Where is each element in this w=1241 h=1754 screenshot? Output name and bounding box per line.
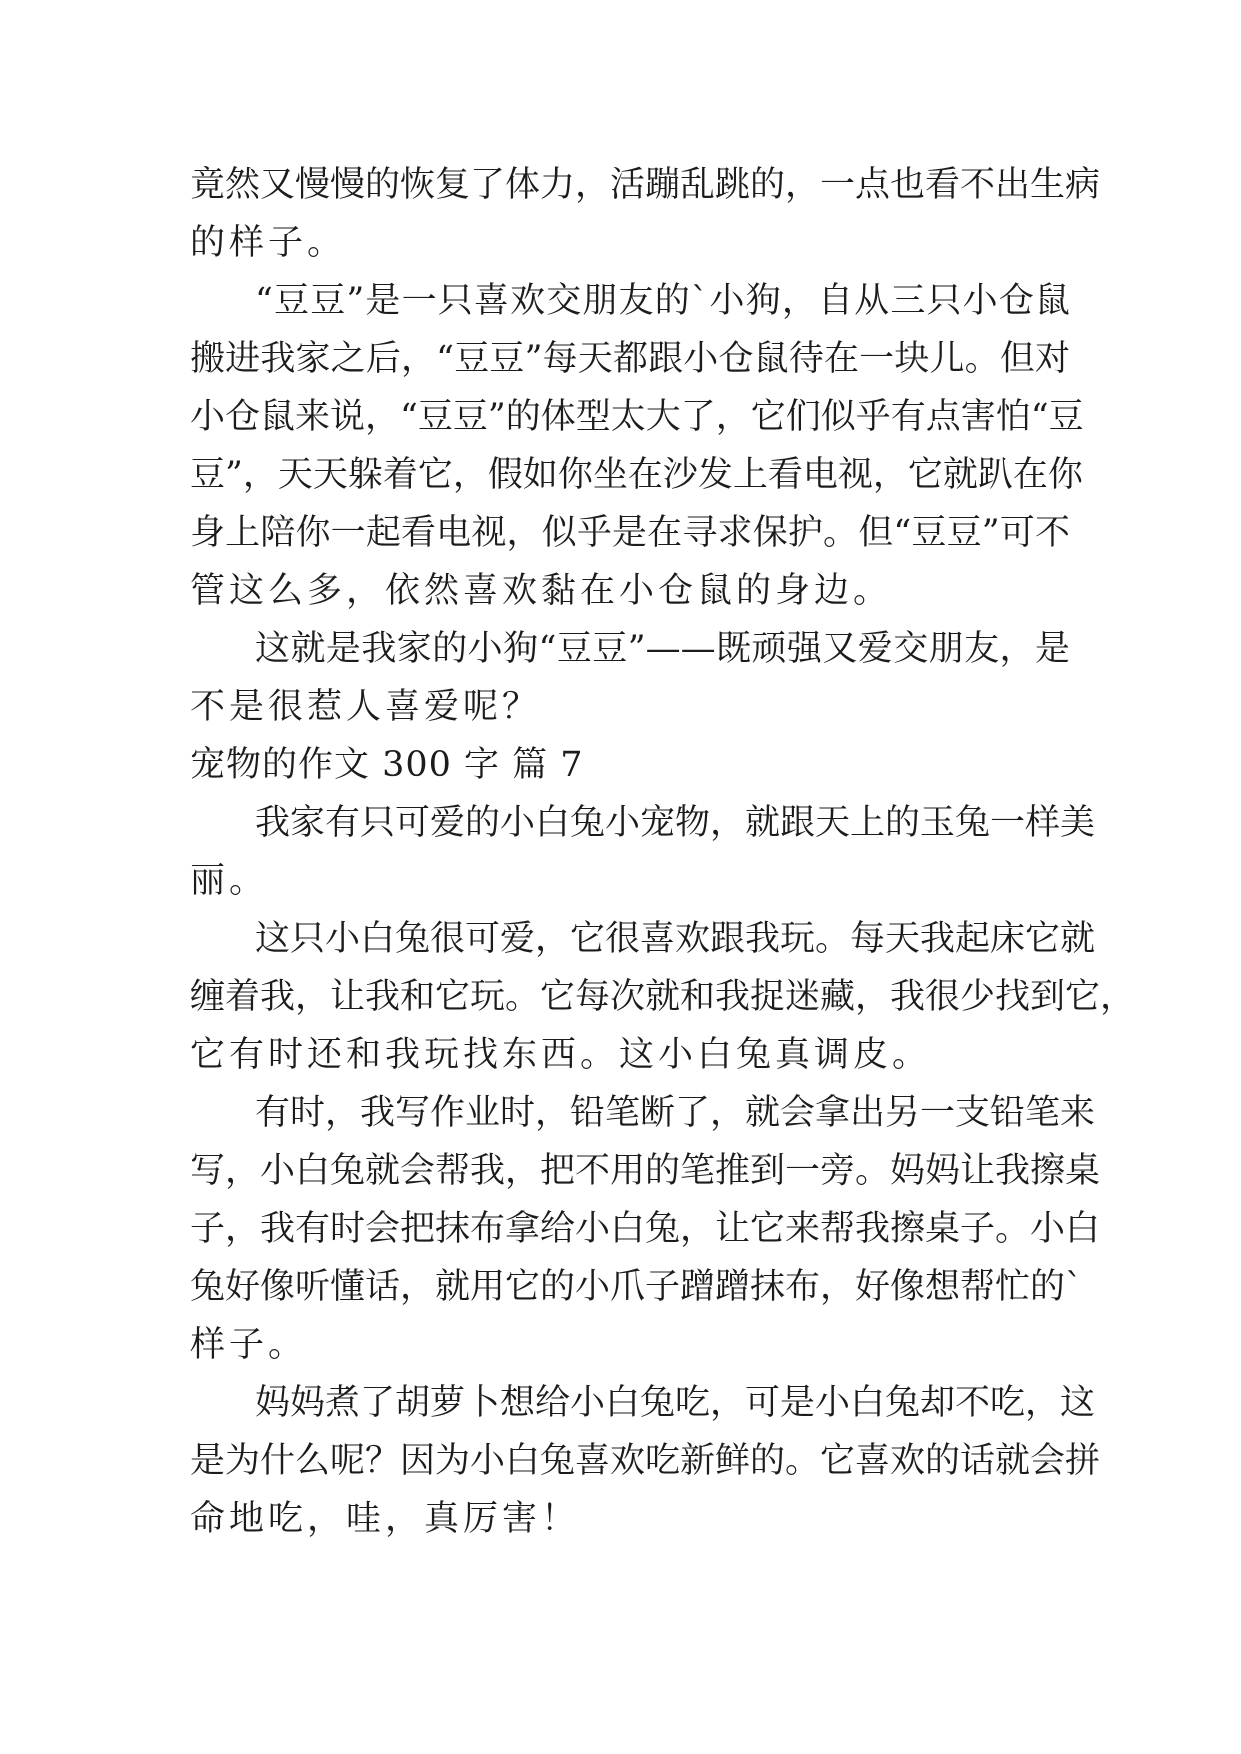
section-heading: 宠物的作文 300 字 篇 7 [190,745,584,785]
paragraph-first-line: 妈妈煮了胡萝卜想给小白兔吃，可是小白兔却不吃，这 [255,1383,1096,1423]
text-line: 豆”，天天躲着它，假如你坐在沙发上看电视，它就趴在你 [190,455,1083,495]
text-line: 管这么多，依然喜欢黏在小仓鼠的身边。 [190,571,893,611]
text-line: 命地吃，哇，真厉害！ [190,1499,581,1539]
paragraph-first-line: 这就是我家的小狗“豆豆”——既顽强又爱交朋友，是 [255,629,1070,669]
text-line: 兔好像听懂话，就用它的小爪子蹭蹭抹布，好像想帮忙的` [190,1267,1083,1307]
text-line: 子，我有时会把抹布拿给小白兔，让它来帮我擦桌子。小白 [190,1209,1101,1249]
text-line: 样子。 [190,1325,308,1365]
paragraph-first-line: “豆豆”是一只喜欢交朋友的`小狗，自从三只小仓鼠 [255,281,1070,321]
text-line: 缠着我，让我和它玩。它每次就和我捉迷藏，我很少找到它， [190,977,1136,1017]
paragraph-first-line: 这只小白兔很可爱，它很喜欢跟我玩。每天我起床它就 [255,919,1096,959]
text-line: 的样子。 [190,223,347,263]
text-line: 写，小白兔就会帮我，把不用的笔推到一旁。妈妈让我擦桌 [190,1151,1101,1191]
text-line: 是为什么呢？因为小白兔喜欢吃新鲜的。它喜欢的话就会拼 [190,1441,1101,1481]
text-line: 身上陪你一起看电视，似乎是在寻求保护。但“豆豆”可不 [190,513,1070,553]
paragraph-first-line: 我家有只可爱的小白兔小宠物，就跟天上的玉兔一样美 [255,803,1096,843]
text-line: 不是很惹人喜爱呢？ [190,687,542,727]
text-line: 丽。 [190,861,269,901]
text-line: 搬进我家之后，“豆豆”每天都跟小仓鼠待在一块儿。但对 [190,339,1070,379]
text-line: 竟然又慢慢的恢复了体力，活蹦乱跳的，一点也看不出生病 [190,165,1101,205]
paragraph-first-line: 有时，我写作业时，铅笔断了，就会拿出另一支铅笔来 [255,1093,1096,1133]
text-line: 小仓鼠来说，“豆豆”的体型太大了，它们似乎有点害怕“豆 [190,397,1084,437]
text-line: 它有时还和我玩找东西。这小白兔真调皮。 [190,1035,932,1075]
